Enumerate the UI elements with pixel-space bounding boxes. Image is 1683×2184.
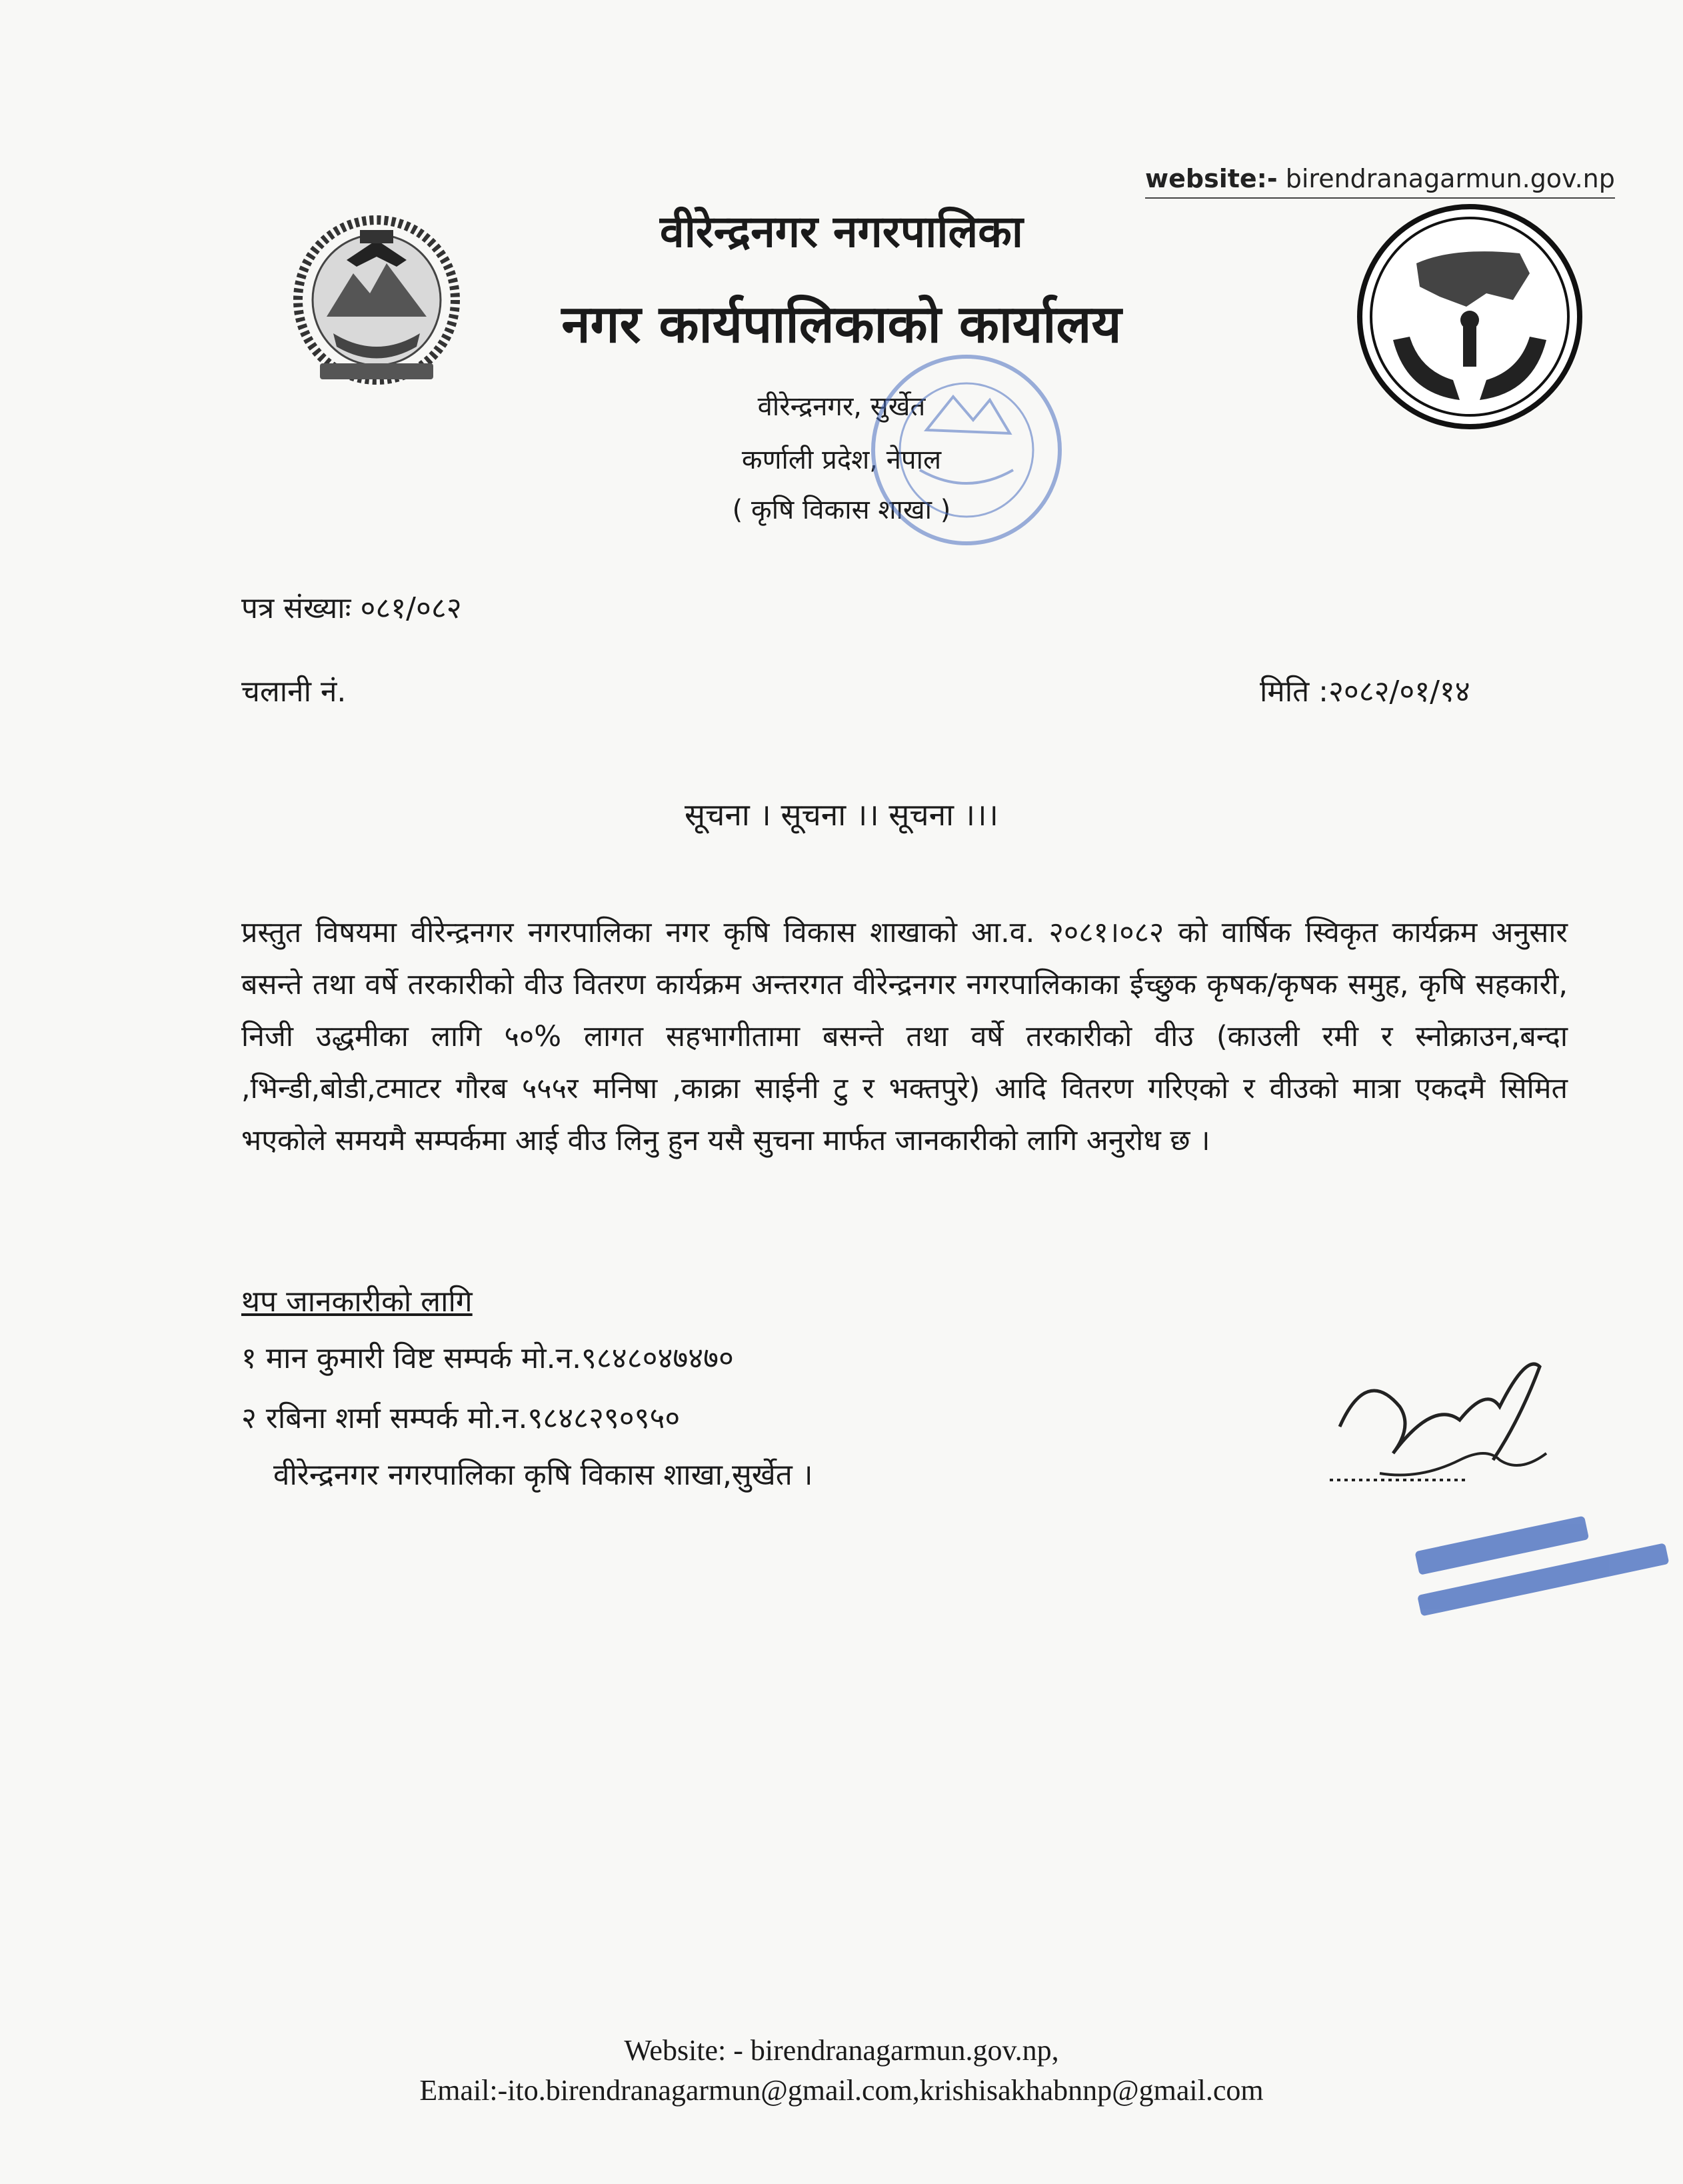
footer-website: Website: - birendranagarmun.gov.np, <box>624 2034 1059 2067</box>
office-seal-icon <box>846 343 1086 557</box>
website-label: website:- <box>1145 164 1278 193</box>
website-url: birendranagarmun.gov.np <box>1285 164 1615 193</box>
letter-date: मिति :२०८२/०१/१४ <box>1260 675 1470 709</box>
address-branch: ( कृषि विकास शाखा ) <box>732 495 951 525</box>
dispatch-number: चलानी नं. <box>241 675 347 709</box>
office-title-municipality: वीरेन्द्रनगर नगरपालिका <box>660 206 1023 257</box>
contact-item: १ मान कुमारी विष्ट सम्पर्क मो.न.९८४८०४७४७० <box>241 1341 734 1375</box>
contact-item: २ रबिना शर्मा सम्पर्क मो.न.९८४८२९०९५० <box>241 1401 681 1435</box>
notice-heading: सूचना । सूचना ।। सूचना ।।। <box>685 797 998 833</box>
contact-section-title: थप जानकारीको लागि <box>241 1285 473 1319</box>
office-title-executive: नगर कार्यपालिकाको कार्यालय <box>561 295 1122 355</box>
officer-stamp-icon <box>1393 1487 1680 1640</box>
address-province: कर्णाली प्रदेश, नेपाल <box>741 445 942 475</box>
header-website <box>1145 164 1615 199</box>
footer-email: Email:-ito.birendranagarmun@gmail.com,krishisakhabnnp@gmail.com <box>419 2074 1264 2107</box>
branch-line: वीरेन्द्रनगर नगरपालिका कृषि विकास शाखा,सुर्खेत । <box>273 1458 813 1492</box>
handwritten-signature-icon <box>1326 1327 1606 1507</box>
notice-body: प्रस्तुत विषयमा वीरेन्द्रनगर नगरपालिका नगर कृषि विकास शाखाको आ.व. २०८१।०८२ को वार्षिक स्विकृत कार्यक्रम अनुसार बसन्ते तथा वर्षे तरकारीको वीउ वितरण कार्यक्रम अन्तरगत वीरेन्द्रनगर नगरपालिकाका ईच्छुक कृषक/कृषक समुह, कृषि सहकारी, निजी उद्धमीका लागि ५०% लागत सहभागीतामा बसन्ते तथा वर्षे तरकारीको वीउ (काउली रमी र स्नोक्राउन,बन्दा ,भिन्डी,बोडी,टमाटर गौरब ५५५र मनिषा ,काक्रा साईनी टु र भक्तपुरे) आदि वितरण गरिएको र वीउको मात्रा एकदमै सिमित भएकोले समयमै सम्पर्कमा आई वीउ लिनु हुन यसै सुचना मार्फत जानकारीको लागि अनुरोध छ । <box>241 916 1568 1157</box>
address-city: वीरेन्द्रनगर, सुर्खेत <box>757 391 926 422</box>
letter-number: पत्र संख्याः ०८१/०८२ <box>241 591 462 625</box>
municipality-logo-icon <box>1353 200 1586 433</box>
